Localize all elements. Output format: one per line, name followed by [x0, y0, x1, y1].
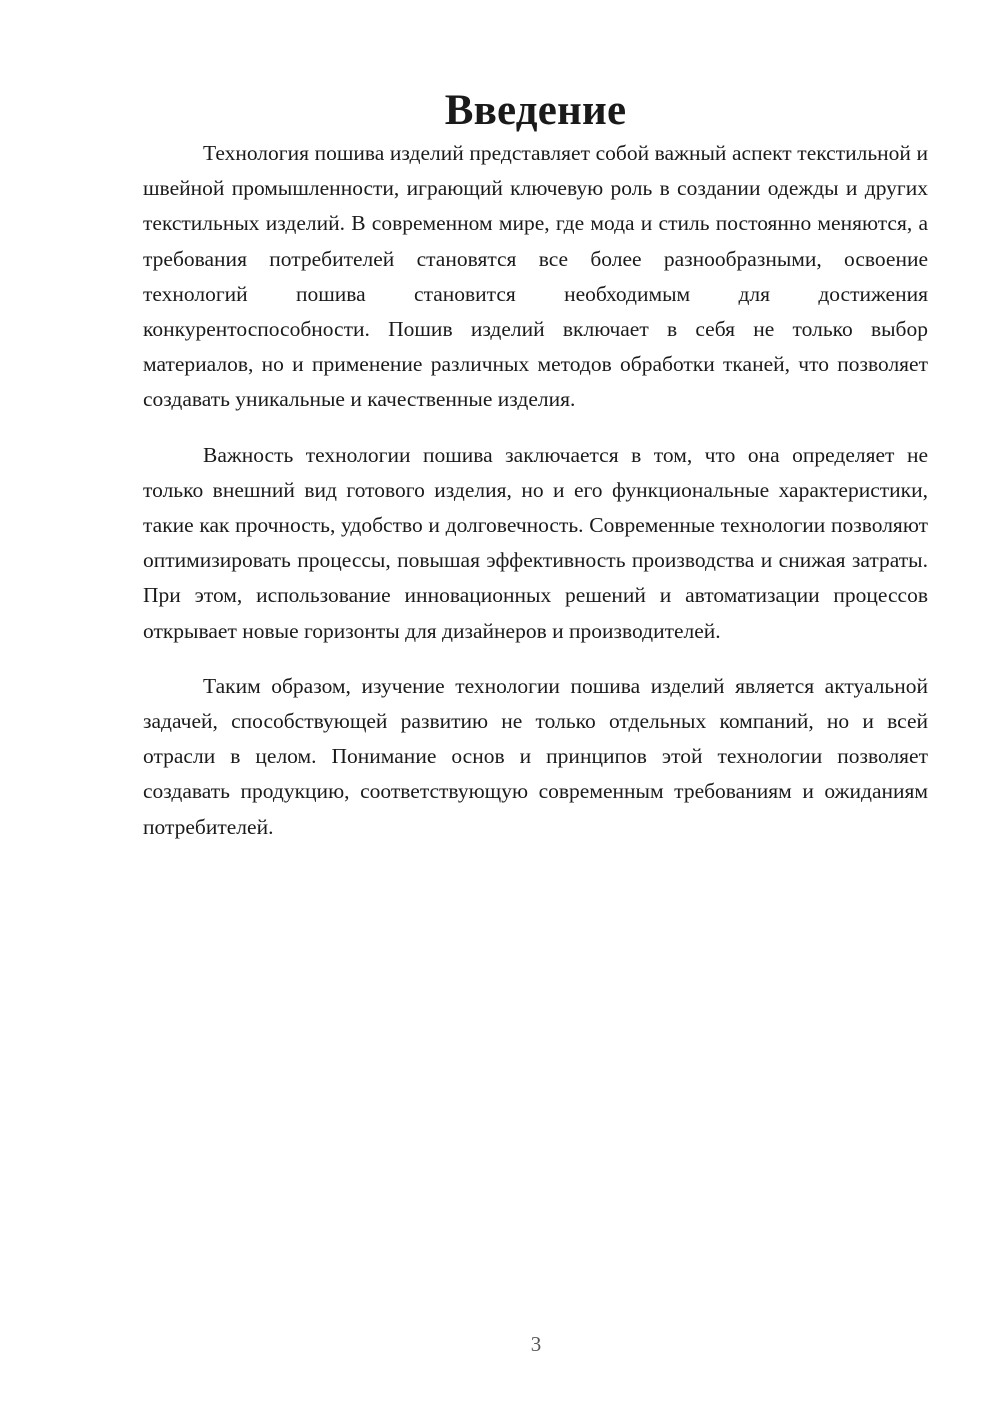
document-body: [143, 87, 928, 865]
paragraph-3: Таким образом, изучение технологии пошива изделий является актуальной задачей, способствующей развитию не только отдельных компаний, но и всей отрасли в целом. Понимание основ и принципов этой технологии позволяет создавать продукцию, соответствующую современным требованиям и ожиданиям потребителей.: [143, 673, 928, 839]
page-number: 3: [530, 1332, 542, 1356]
section-title: Введение: [444, 87, 627, 134]
paragraph-2: Важность технологии пошива заключается в том, что она определяет не только внешний вид готового изделия, но и его функциональные характеристики, такие как прочность, удобство и долговечность. Современные технологии позволяют оптимизировать процессы, повышая эффективность производства и снижая затраты. При этом, использование инновационных решений и автоматизации процессов открывает новые горизонты для дизайнеров и производителей.: [143, 442, 928, 643]
paragraph-1: Технология пошива изделий представляет собой важный аспект текстильной и швейной промышленности, играющий ключевую роль в создании одежды и других текстильных изделий. В современном мире, где мода и стиль постоянно меняются, а требования потребителей становятся все более разнообразными, освоение технологий пошива становится необходимым для достижения конкурентоспособности. Пошив изделий включает в себя не только выбор материалов, но и применение различных методов обработки тканей, что позволяет создавать уникальные и качественные изделия.: [143, 141, 928, 412]
